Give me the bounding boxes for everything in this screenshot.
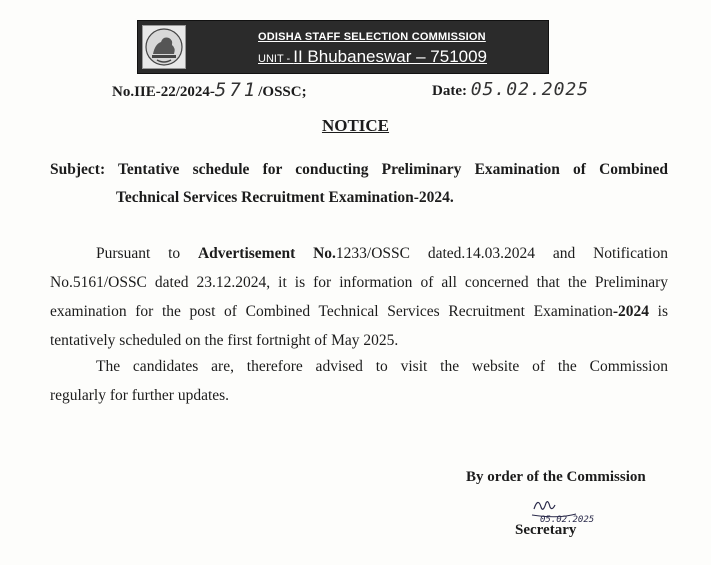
designation: Secretary: [515, 522, 577, 538]
unit-prefix: UNIT -: [258, 53, 294, 65]
signature-date: 05.02.2025: [540, 515, 595, 525]
p1-line-2: No.5161/OSSC dated 23.12.2024, it is for information of all concerned that the Preliminary: [50, 274, 668, 291]
p2-line-1: The candidates are, therefore advised to visit the website of the Commission: [96, 358, 668, 375]
subject-line-1: Subject: Tentative schedule for conducting Preliminary Examination of Combined: [50, 161, 668, 178]
ref-prefix: No.IIE-22/2024-: [112, 84, 215, 100]
p1-line-1: Pursuant to Advertisement No.1233/OSSC dated.14.03.2024 and Notification: [96, 245, 668, 262]
date-handwritten-value: 05.02.2025: [470, 79, 590, 100]
p1-line-3: examination for the post of Combined Technical Services Recruitment Examination-2024 is: [50, 303, 668, 320]
subject-block: [50, 156, 668, 212]
org-name: ODISHA STAFF SELECTION COMMISSION: [258, 31, 486, 43]
body-paragraph-2: [50, 352, 668, 410]
subject-line-2: Technical Services Recruitment Examination-2024.: [116, 189, 454, 206]
ref-suffix: /OSSC;: [258, 84, 307, 100]
notice-date: [432, 79, 589, 100]
unit-name: II Bhubaneswar – 751009: [293, 47, 488, 66]
commission-emblem-icon: [142, 25, 186, 69]
ref-handwritten-number: 571: [214, 79, 259, 101]
p1-line-4: tentatively scheduled on the first fortnight of May 2025.: [50, 332, 399, 349]
subject-label: Subject:: [50, 161, 106, 178]
by-order-line: By order of the Commission: [466, 469, 646, 485]
body-paragraph-1: [50, 239, 668, 355]
date-label: Date:: [432, 83, 467, 99]
letterhead-banner: [137, 20, 549, 74]
advertisement-label: Advertisement No.: [197, 245, 336, 262]
reference-number: [112, 79, 307, 101]
p2-line-2: regularly for further updates.: [50, 387, 230, 404]
notice-title: NOTICE: [321, 116, 390, 135]
unit-address: [258, 47, 487, 67]
